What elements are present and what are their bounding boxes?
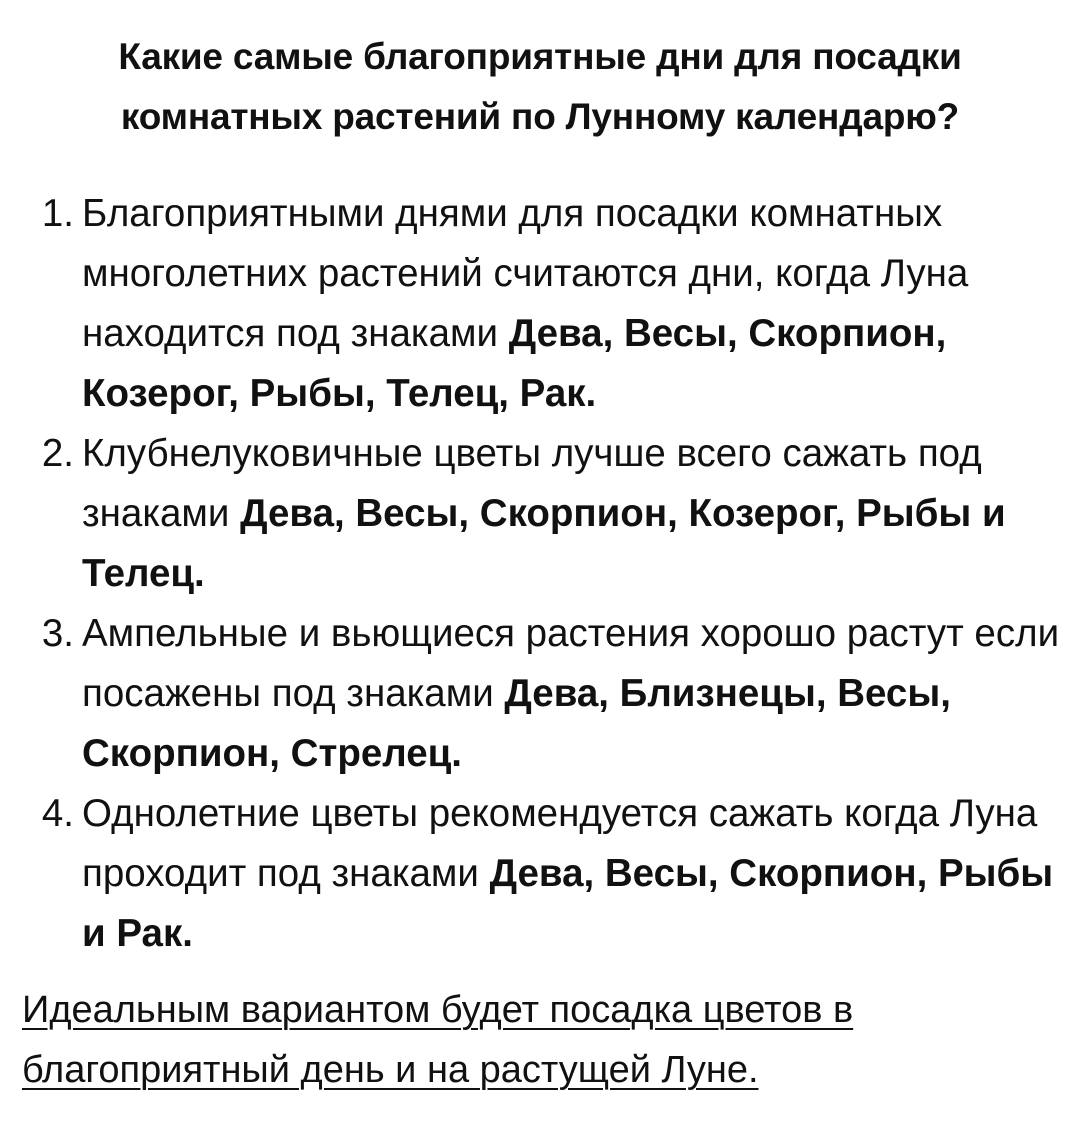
list-item-signs: Дева, Весы, Скорпион, Козерог, Рыбы, Телец, Рак.: [82, 312, 947, 415]
list-item: [30, 424, 1060, 604]
list-item-number: 1.: [41, 192, 74, 235]
list-item-text: Ампельные и вьющиеся растения хорошо растут если посажены под знаками: [82, 612, 1060, 715]
title-line-1: Какие самые благоприятные дни для посадки: [118, 36, 962, 77]
list-item-number: 3.: [41, 612, 74, 655]
closing-note: Идеальным вариантом будет посадка цветов в благоприятный день и на растущей Луне.: [22, 989, 854, 1091]
list-item-signs: Дева, Весы, Скорпион, Козерог, Рыбы и Телец.: [82, 492, 1006, 595]
title-line-2: комнатных растений по Лунному календарю?: [120, 96, 960, 137]
list-item-text: Благоприятными днями для посадки комнатных многолетних растений считаются дни, когда Луна находится под знаками: [82, 192, 969, 355]
list-item-text: Однолетние цветы рекомендуется сажать когда Луна проходит под знаками: [82, 792, 1038, 895]
list-item: [30, 784, 1060, 964]
list-item: [30, 604, 1060, 784]
list-item-signs: Дева, Весы, Скорпион, Рыбы и Рак.: [82, 852, 1054, 955]
page-title: [30, 27, 1050, 147]
list-item-number: 2.: [41, 432, 74, 475]
list-item-number: 4.: [41, 792, 74, 835]
recommendations-list: [30, 184, 1060, 964]
list-item-signs: Дева, Близнецы, Весы, Скорпион, Стрелец.: [82, 672, 951, 775]
list-item: [30, 184, 1060, 424]
list-item-text: Клубнелуковичные цветы лучше всего сажать под знаками: [82, 432, 982, 535]
